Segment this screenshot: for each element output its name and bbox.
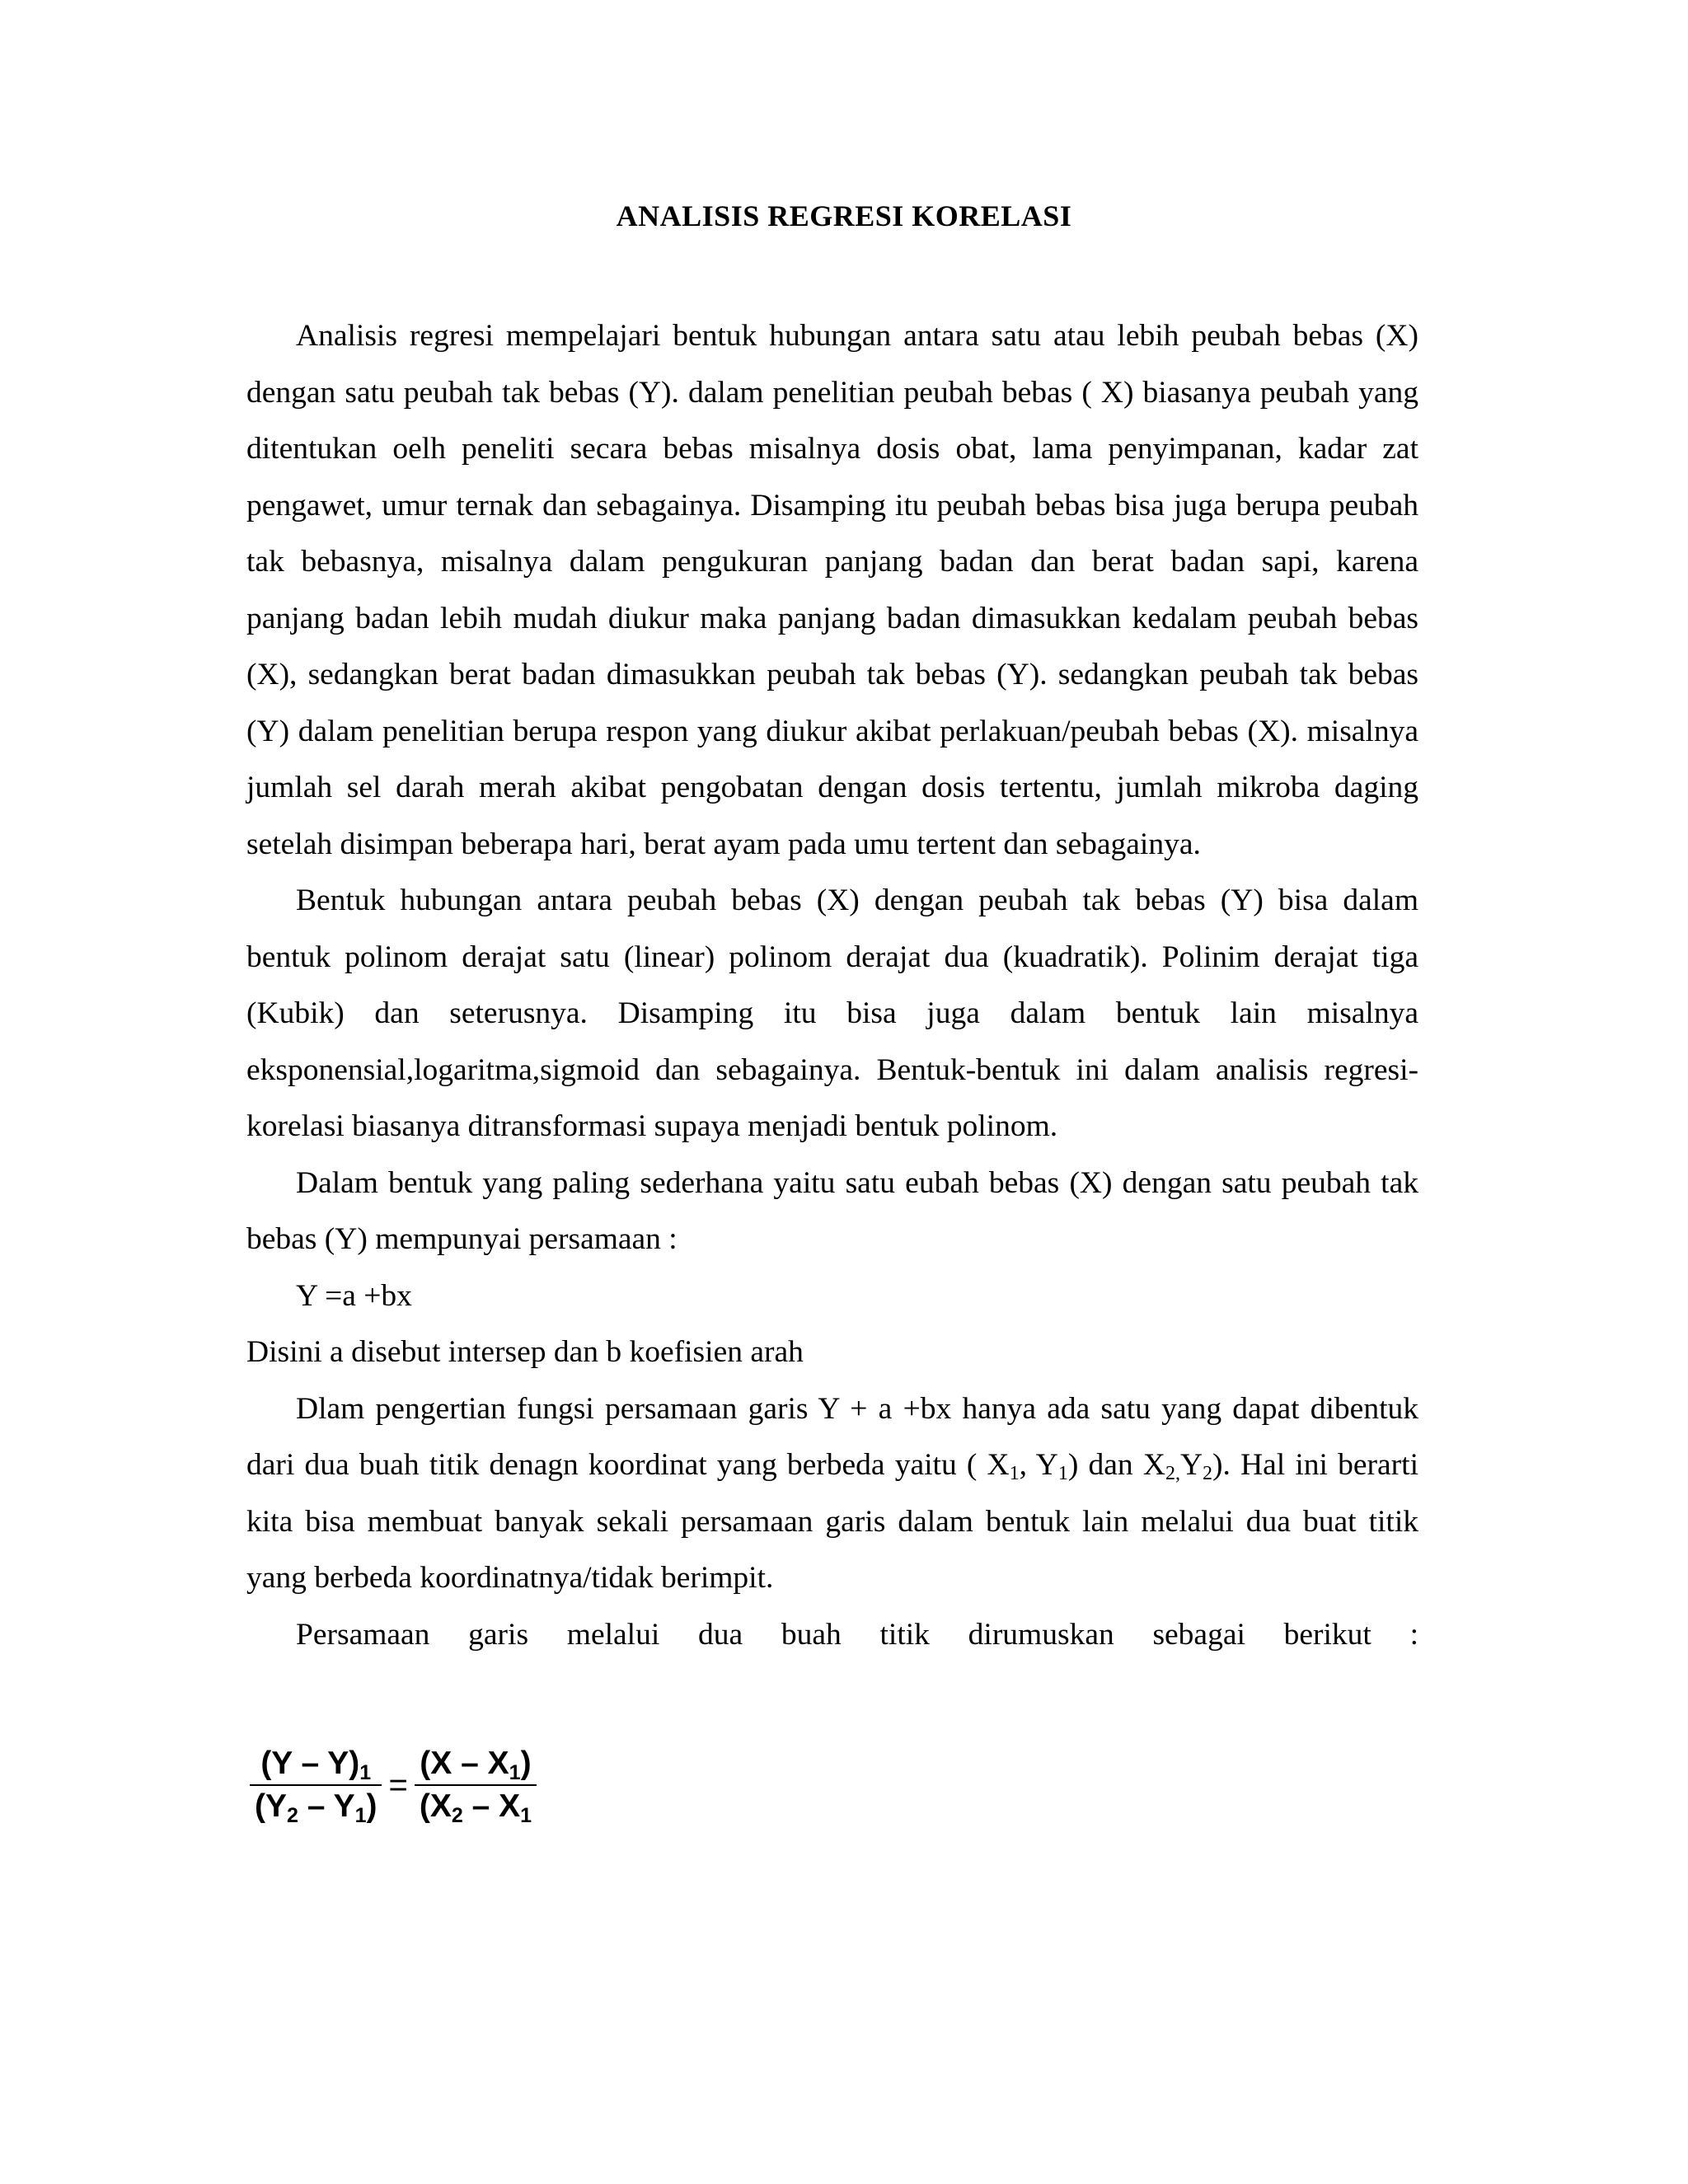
paragraph-5-text-c: ) dan X xyxy=(1067,1448,1165,1482)
formula-subscript: 1 xyxy=(509,1761,521,1784)
paragraph-5-text-b: , Y xyxy=(1019,1448,1058,1482)
left-denominator xyxy=(250,1786,382,1827)
formula-subscript: 2 xyxy=(287,1804,298,1827)
subscript: 1 xyxy=(1009,1463,1020,1484)
right-numerator xyxy=(415,1743,536,1784)
formula-text: ) xyxy=(520,1746,532,1781)
formula-subscript: 2 xyxy=(451,1804,463,1827)
paragraph-6: Persamaan garis melalui dua buah titik dirumuskan sebagai berikut : xyxy=(296,1617,1418,1652)
paragraph-3: Dalam bentuk yang paling sederhana yaitu satu eubah bebas (X) dengan satu peubah tak bebas (Y) mempunyai persamaan : xyxy=(246,1165,1418,1256)
formula-subscript: 1 xyxy=(520,1804,532,1827)
page-title: ANALISIS REGRESI KORELASI xyxy=(616,199,1072,232)
subscript: 2 xyxy=(1203,1463,1213,1484)
formula-text: (X xyxy=(419,1788,452,1824)
formula-text: – Y xyxy=(298,1788,355,1824)
formula-subscript: 1 xyxy=(359,1761,372,1784)
paragraph-5 xyxy=(246,1381,1418,1607)
paragraph-5-text-d: Y xyxy=(1179,1448,1203,1482)
formula-text: (X – X xyxy=(420,1746,509,1781)
right-fraction xyxy=(415,1743,537,1827)
paragraph-5-text-a: Dlam pengertian fungsi persamaan garis Y + a +bx hanya ada satu yang dapat dibentuk dari dua buah titik denagn koordinat yang berbeda yaitu ( X xyxy=(246,1391,1418,1482)
subscript: 2, xyxy=(1165,1463,1180,1484)
equals-sign: = xyxy=(388,1766,408,1803)
left-numerator xyxy=(256,1743,376,1784)
document-body xyxy=(246,308,1418,1663)
paragraph-5-text-e: ). Hal ini berarti kita bisa membuat banyak sekali persamaan garis dalam bentuk lain melalui dua buat titik yang berbeda koordinatnya/tidak berimpit. xyxy=(246,1448,1418,1595)
equation-line: Y =a +bx xyxy=(296,1278,412,1313)
paragraph-2: Bentuk hubungan antara peubah bebas (X) dengan peubah tak bebas (Y) bisa dalam bentuk polinom derajat satu (linear) polinom derajat dua (kuadratik). Polinim derajat tiga (Kubik) dan seterusnya. Disamping itu bisa juga dalam bentuk lain misalnya eksponensial,logaritma,sigmoid dan sebagainya. Bentuk-bentuk ini dalam analisis regresi-korelasi biasanya ditransformasi supaya menjadi bentuk polinom. xyxy=(246,883,1418,1143)
formula-text: – X xyxy=(462,1788,521,1824)
left-fraction xyxy=(250,1743,382,1827)
formula-text: (Y xyxy=(255,1788,287,1824)
paragraph-4: Disini a disebut intersep dan b koefisien arah xyxy=(246,1335,804,1369)
right-denominator xyxy=(415,1786,537,1827)
formula-text: ) xyxy=(366,1788,377,1824)
paragraph-1: Analisis regresi mempelajari bentuk hubungan antara satu atau lebih peubah bebas (X) dengan satu peubah tak bebas (Y). dalam penelitian peubah bebas ( X) biasanya peubah yang ditentukan oelh peneliti secara bebas misalnya dosis obat, lama penyimpanan, kadar zat pengawet, umur ternak dan sebagainya. Disamping itu peubah bebas bisa juga berupa peubah tak bebasnya, misalnya dalam pengukuran panjang badan dan berat badan sapi, karena panjang badan lebih mudah diukur maka panjang badan dimasukkan kedalam peubah bebas (X), sedangkan berat badan dimasukkan peubah tak bebas (Y). sedangkan peubah tak bebas (Y) dalam penelitian berupa respon yang diukur akibat perlakuan/peubah bebas (X). misalnya jumlah sel darah merah akibat pengobatan dengan dosis tertentu, jumlah mikroba daging setelah disimpan beberapa hari, berat ayam pada umu tertent dan sebagainya. xyxy=(246,319,1418,861)
subscript: 1 xyxy=(1057,1463,1068,1484)
formula-text: (Y – Y) xyxy=(260,1746,360,1781)
formula-subscript: 1 xyxy=(354,1804,367,1827)
two-point-line-formula xyxy=(250,1743,537,1827)
